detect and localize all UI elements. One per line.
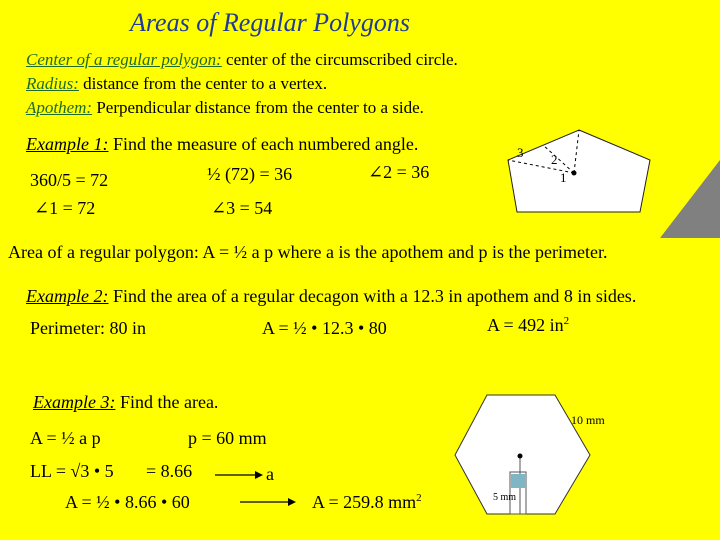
example3-area-calc: A = ½ • 8.66 • 60	[65, 492, 190, 512]
example2-text: Find the area of a regular decagon with a 12.3 in apothem and 8 in sides.	[108, 286, 637, 306]
hexagon-center-point	[518, 454, 523, 459]
angle1-text: 1 = 72	[49, 198, 96, 218]
area-formula: Area of a regular polygon: A = ½ a p where a is the apothem and p is the perimeter.	[8, 242, 608, 262]
pentagon-figure	[508, 130, 650, 212]
example2-result-base: A = 492 in	[487, 315, 564, 335]
example3-result	[312, 492, 422, 513]
example3-ll-calc: LL = √3 • 5	[30, 461, 114, 481]
example3-a-label: a	[266, 464, 274, 484]
example2-area-calc: A = ½ • 12.3 • 80	[262, 318, 387, 338]
term-radius: Radius:	[26, 74, 79, 93]
page-title: Areas of Regular Polygons	[130, 8, 410, 37]
angle3-text: 3 = 54	[226, 198, 273, 218]
pentagon-label-3: 3	[517, 145, 524, 160]
term-apothem: Apothem:	[26, 98, 93, 117]
angle-symbol-icon: ∠	[211, 198, 227, 218]
example3-heading	[33, 392, 218, 413]
example2-result-exp: 2	[563, 315, 570, 327]
definition-center-text: center of the circumscribed circle.	[221, 50, 458, 69]
hexagon-figure	[455, 395, 590, 514]
right-angle-marker	[511, 474, 525, 488]
example1-text: Find the measure of each numbered angle.	[108, 134, 419, 154]
angle-symbol-icon: ∠	[368, 162, 384, 182]
pentagon-center-point	[572, 171, 577, 176]
example2-label: Example 2:	[26, 286, 109, 306]
hexagon-half-side-label: 5 mm	[493, 492, 517, 503]
example1-label: Example 1:	[26, 134, 109, 154]
arrow-head	[255, 471, 263, 479]
example1-calc-half: ½ (72) = 36	[207, 164, 293, 184]
example3-text: Find the area.	[115, 392, 219, 412]
example2-heading	[26, 286, 636, 307]
example1-calc-360: 360/5 = 72	[30, 170, 109, 190]
arrow-head	[288, 498, 296, 506]
example2-result	[487, 315, 569, 336]
example3-label: Example 3:	[33, 392, 116, 412]
definition-radius-text: distance from the center to a vertex.	[78, 74, 328, 93]
example2-perimeter: Perimeter: 80 in	[30, 318, 146, 338]
angle2-text: 2 = 36	[383, 162, 430, 182]
example3-perimeter: p = 60 mm	[188, 428, 267, 448]
example3-result-base: A = 259.8 mm	[312, 492, 417, 512]
pentagon-label-2: 2	[551, 152, 558, 167]
example3-result-exp: 2	[416, 492, 422, 504]
example3-formula: A = ½ a p	[30, 428, 101, 448]
decorative-shadow-shape	[660, 160, 720, 238]
term-center: Center of a regular polygon:	[26, 50, 222, 69]
pentagon-label-1: 1	[560, 170, 567, 185]
hexagon-side-label: 10 mm	[571, 413, 605, 427]
definition-apothem-text: Perpendicular distance from the center to a side.	[92, 98, 424, 117]
angle-symbol-icon: ∠	[34, 198, 50, 218]
example3-ll-value: = 8.66	[146, 461, 193, 481]
